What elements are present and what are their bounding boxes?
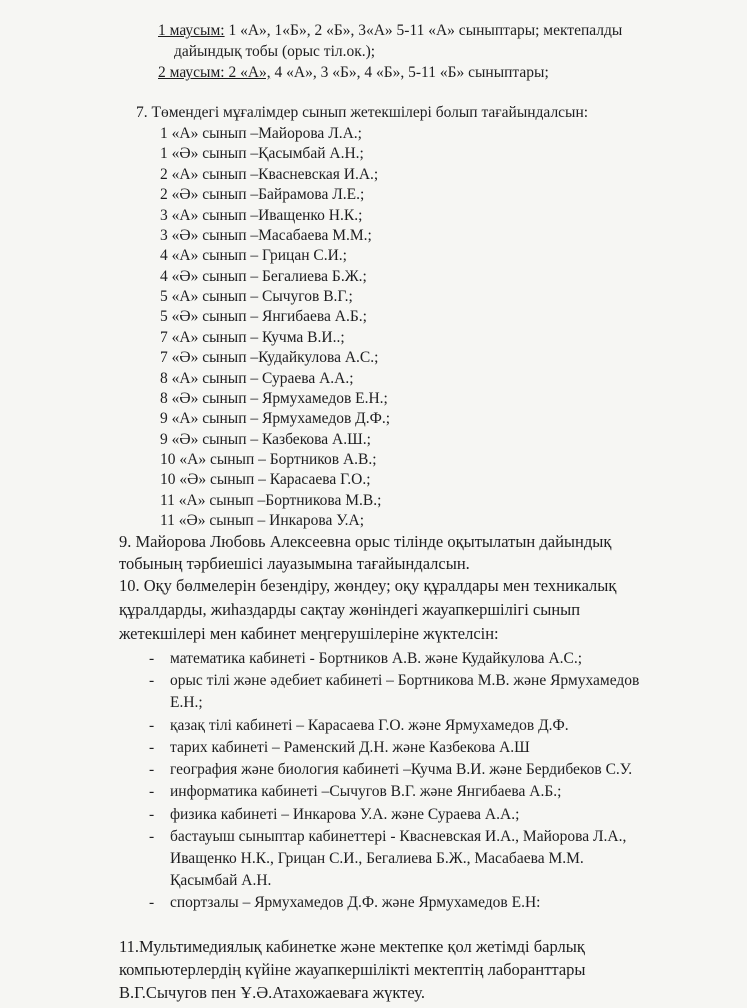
list-dash: -: [149, 761, 155, 778]
cabinet-row: информатика кабинеті –Сычугов В.Г. және Янгибаева А.Б.;: [170, 783, 562, 800]
class-assignment: 8 «А» сынып – Сураева А.А.;: [160, 370, 354, 387]
schedule-date-1: 1 маусым:: [158, 22, 225, 39]
item10-line-1: 10. Оқу бөлмелерін безендіру, жөндеу; оқу құралдары мен техникалық: [119, 576, 617, 595]
list-dash: -: [149, 894, 155, 911]
item11-line-3: В.Г.Сычугов пен Ұ.Ә.Атахожаеваға жүктеу.: [119, 983, 426, 1002]
item10-line-2: құралдарды, жиһаздарды сақтау жөніндегі жауапкершілігі сынып: [119, 600, 581, 619]
cabinet-row: бастауыш сыныптар кабинеттері - Квасневская И.А., Майорова Л.А.,: [170, 828, 627, 845]
cabinet-row: математика кабинеті - Бортников А.В. және Кудайкулова А.С.;: [170, 650, 583, 667]
cabinet-row: физика кабинеті – Инкарова У.А. және Сураева А.А.;: [170, 806, 520, 823]
class-assignment: 4 «А» сынып – Грицан С.И.;: [160, 247, 347, 264]
item11-line-2: компьютерлердің күйіне жауапкершілікті мектептің лаборанттары: [119, 960, 586, 979]
class-assignment: 11 «Ә» сынып – Инкарова У.А;: [160, 512, 365, 529]
class-assignment: 7 «А» сынып – Кучма В.И..;: [160, 329, 345, 346]
schedule-classes-2: 4 «А», 3 «Б», 4 «Б», 5-11 «Б» сыныптары;: [270, 64, 549, 81]
class-assignment: 2 «Ә» сынып –Байрамова Л.Е.;: [160, 186, 365, 203]
cabinet-row: орыс тілі және әдебиет кабинеті – Бортникова М.В. және Ярмухамедов: [170, 672, 640, 689]
list-dash: -: [149, 739, 155, 756]
item9-line-2: тобының тәрбиешісі лауазымына тағайындалсын.: [119, 554, 470, 573]
class-assignment: 3 «А» сынып –Иващенко Н.К.;: [160, 207, 363, 224]
schedule-line-1: [158, 21, 622, 41]
cabinet-row: қазақ тілі кабинеті – Карасаева Г.О. және Ярмухамедов Д.Ф.: [170, 717, 569, 734]
list-dash: -: [149, 806, 155, 823]
class-assignment: 2 «А» сынып –Квасневская И.А.;: [160, 166, 379, 183]
class-assignment: 4 «Ә» сынып – Бегалиева Б.Ж.;: [160, 268, 367, 285]
item9-line-1: 9. Майорова Любовь Алексеевна орыс тілінде оқытылатын дайындық: [119, 532, 612, 551]
cabinet-row: спортзалы – Ярмухамедов Д.Ф. және Ярмухамедов Е.Н:: [170, 894, 541, 911]
list-dash: -: [149, 650, 155, 667]
class-assignment: 10 «Ә» сынып – Карасаева Г.О.;: [160, 471, 371, 488]
cabinet-row: тарих кабинеті – Раменский Д.Н. және Казбекова А.Ш: [170, 739, 530, 756]
class-assignment: 9 «А» сынып – Ярмухамедов Д.Ф.;: [160, 410, 391, 427]
list-dash: -: [149, 828, 155, 845]
schedule-line-3: [158, 63, 549, 83]
cabinet-row-cont: Е.Н.;: [170, 694, 203, 711]
cabinet-row-cont: Иващенко Н.К., Грицан С.И., Бегалиева Б.Ж., Масабаева М.М.: [170, 850, 584, 867]
item7-heading: 7. Төмендегі мұғалімдер сынып жетекшілері болып тағайындалсын:: [136, 104, 589, 121]
schedule-classes-1: 1 «А», 1«Б», 2 «Б», 3«А» 5-11 «А» сыныптары; мектепалды: [224, 22, 623, 39]
schedule-line-2: дайындық тобы (орыс тіл.ок.);: [174, 43, 376, 60]
list-dash: -: [149, 717, 155, 734]
class-assignment: 10 «А» сынып – Бортников А.В.;: [160, 451, 377, 468]
class-assignment: 3 «Ә» сынып –Масабаева М.М.;: [160, 227, 372, 244]
cabinet-row-cont: Қасымбай А.Н.: [170, 872, 272, 889]
schedule-date-2: 2 маусым: 2 «А»,: [158, 64, 271, 81]
class-assignment: 1 «А» сынып –Майорова Л.А.;: [160, 125, 362, 142]
class-assignment: 1 «Ә» сынып –Қасымбай А.Н.;: [160, 145, 364, 162]
class-assignment: 5 «Ә» сынып – Янгибаева А.Б.;: [160, 308, 367, 325]
cabinet-row: география және биология кабинеті –Кучма В.И. және Бердибеков С.У.: [170, 761, 633, 778]
list-dash: -: [149, 672, 155, 689]
class-assignment: 11 «А» сынып –Бортникова М.В.;: [160, 492, 382, 509]
class-assignment: 7 «Ә» сынып –Кудайкулова А.С.;: [160, 349, 379, 366]
class-assignment: 5 «А» сынып – Сычугов В.Г.;: [160, 288, 353, 305]
list-dash: -: [149, 783, 155, 800]
class-assignment: 8 «Ә» сынып – Ярмухамедов Е.Н.;: [160, 390, 388, 407]
class-assignment: 9 «Ә» сынып – Казбекова А.Ш.;: [160, 431, 371, 448]
item10-line-3: жетекшілері мен кабинет меңгерушілеріне жүктелсін:: [119, 624, 499, 643]
item11-line-1: 11.Мультимедиялық кабинетке және мектепке қол жетімді барлық: [119, 937, 585, 956]
